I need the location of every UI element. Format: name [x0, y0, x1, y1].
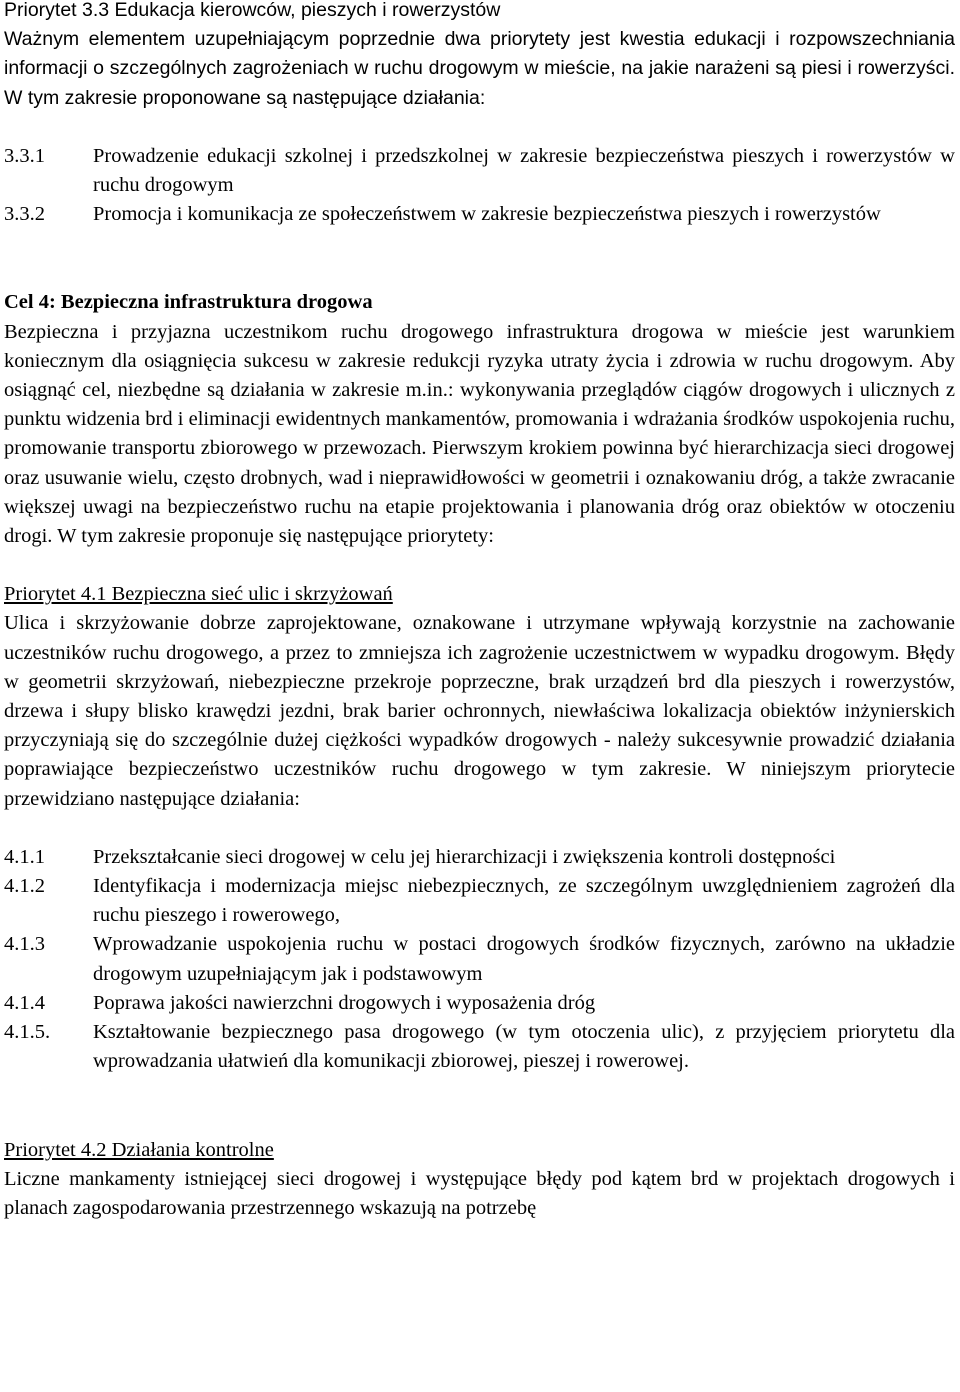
list-item-number: 4.1.1	[4, 845, 45, 868]
list-item-text: Identyfikacja i modernizacja miejsc niebezpiecznych, ze szczególnym uwzględnieniem zagrożeń dla ruchu pieszego i rowerowego,	[93, 875, 955, 927]
list-item-text: Wprowadzanie uspokojenia ruchu w postaci drogowych środków fizycznych, zarówno na układzie drogowym uzupełniającym jak i podstawowym	[93, 933, 955, 985]
section-4-1-body: Ulica i skrzyżowanie dobrze zaprojektowane, oznakowane i utrzymane wpływają korzystnie na zachowanie uczestników ruchu drogowego, a przez to zmniejsza ich zagrożenie uczestnictwem w wypadku drogowym. Błędy w geometrii skrzyżowań, niebezpieczne przekroje poprzeczne, brak urządzeń brd dla pieszych i rowerzystów, drzewa i słupy blisko krawędzi jezdni, brak barier ochronnych, niewłaściwa lokalizacja obiektów inżynierskich przyczyniają się do szczególnie dużej ciężkości wypadków drogowych - należy sukcesywnie prowadzić działania poprawiające bezpieczeństwo uczestników ruchu drogowego w tym zakresie. W niniejszym priorytecie przewidziano następujące działania:	[4, 612, 955, 810]
section-3-3-intro: Ważnym elementem uzupełniającym poprzednie dwa priorytety jest kwestia edukacji i rozpowszechniania informacji o szczególnych zagrożeniach w ruchu drogowym w mieście, na jakie narażeni są piesi i rowerzyści. W tym zakresie proponowane są następujące działania:	[4, 28, 955, 109]
list-item	[4, 930, 955, 988]
section-3-3-heading: Priorytet 3.3 Edukacja kierowców, pieszych i rowerzystów	[4, 0, 501, 21]
section-4-1-list	[4, 843, 955, 1077]
list-item-number: 4.1.3	[4, 933, 45, 956]
spacer	[4, 229, 955, 288]
spacer	[4, 113, 955, 142]
list-item-number: 3.3.1	[4, 144, 45, 167]
section-4-2-body: Liczne mankamenty istniejącej sieci drogowej i występujące błędy pod kątem brd w projektach drogowych i planach zagospodarowania przestrzennego wskazują na potrzebę	[4, 1167, 955, 1219]
list-item-text: Poprawa jakości nawierzchni drogowych i wyposażenia dróg	[93, 991, 596, 1014]
section-4-2-heading	[4, 1136, 955, 1165]
section-3-3-list	[4, 142, 955, 230]
list-item	[4, 1018, 955, 1076]
list-item-number: 4.1.4	[4, 991, 45, 1014]
list-item	[4, 989, 955, 1018]
section-4-1-heading	[4, 580, 955, 609]
goal-4-body: Bezpieczna i przyjazna uczestnikom ruchu drogowego infrastruktura drogowa w mieście jest warunkiem koniecznym dla osiągnięcia sukcesu w zakresie redukcji ryzyka utraty życia i zdrowia w ruchu drogowym. Aby osiągnąć cel, niezbędne są działania w zakresie m.in.: wykonywania przeglądów ciągów drogowych i ulicznych z punktu widzenia brd i eliminacji ewidentnych mankamentów, promowania i wdrażania środków uspokojenia ruchu, promowanie transportu zbiorowego w przewozach. Pierwszym krokiem powinna być hierarchizacja sieci drogowej oraz usuwanie wielu, często drobnych, wad i nieprawidłowości w geometrii i oznakowaniu dróg, a także zwracanie większej uwagi na bezpieczeństwo ruchu na etapie projektowania i planowania dróg oraz obiektów w otoczeniu drogi. W tym zakresie proponuje się następujące priorytety:	[4, 320, 955, 548]
list-item-number: 4.1.2	[4, 875, 45, 898]
section-4-1-heading-text: Priorytet 4.1 Bezpieczna sieć ulic i skrzyżowań	[4, 583, 393, 606]
spacer	[4, 814, 955, 843]
spacer	[4, 1077, 955, 1136]
list-item-number: 4.1.5.	[4, 1021, 51, 1044]
document-page	[4, 0, 955, 1223]
list-item-text: Przekształcanie sieci drogowej w celu jej hierarchizacji i zwiększenia kontroli dostępności	[93, 845, 836, 868]
list-item-text: Promocja i komunikacja ze społeczeństwem w zakresie bezpieczeństwa pieszych i rowerzystów	[93, 203, 881, 226]
section-4-2-heading-text: Priorytet 4.2 Działania kontrolne	[4, 1138, 274, 1161]
list-item-text: Kształtowanie bezpiecznego pasa drogowego (w tym otoczenia ulic), z przyjęciem priorytetu dla wprowadzania ułatwień dla komunikacji zbiorowej, pieszej i rowerowej.	[93, 1021, 955, 1073]
list-item-number: 3.3.2	[4, 203, 45, 226]
list-item-text: Prowadzenie edukacji szkolnej i przedszkolnej w zakresie bezpieczeństwa pieszych i rowerzystów w ruchu drogowym	[93, 144, 955, 197]
list-item	[4, 843, 955, 872]
list-item	[4, 142, 955, 200]
list-item	[4, 200, 955, 229]
spacer	[4, 551, 955, 580]
list-item	[4, 872, 955, 930]
goal-4-heading: Cel 4: Bezpieczna infrastruktura drogowa	[4, 291, 373, 314]
